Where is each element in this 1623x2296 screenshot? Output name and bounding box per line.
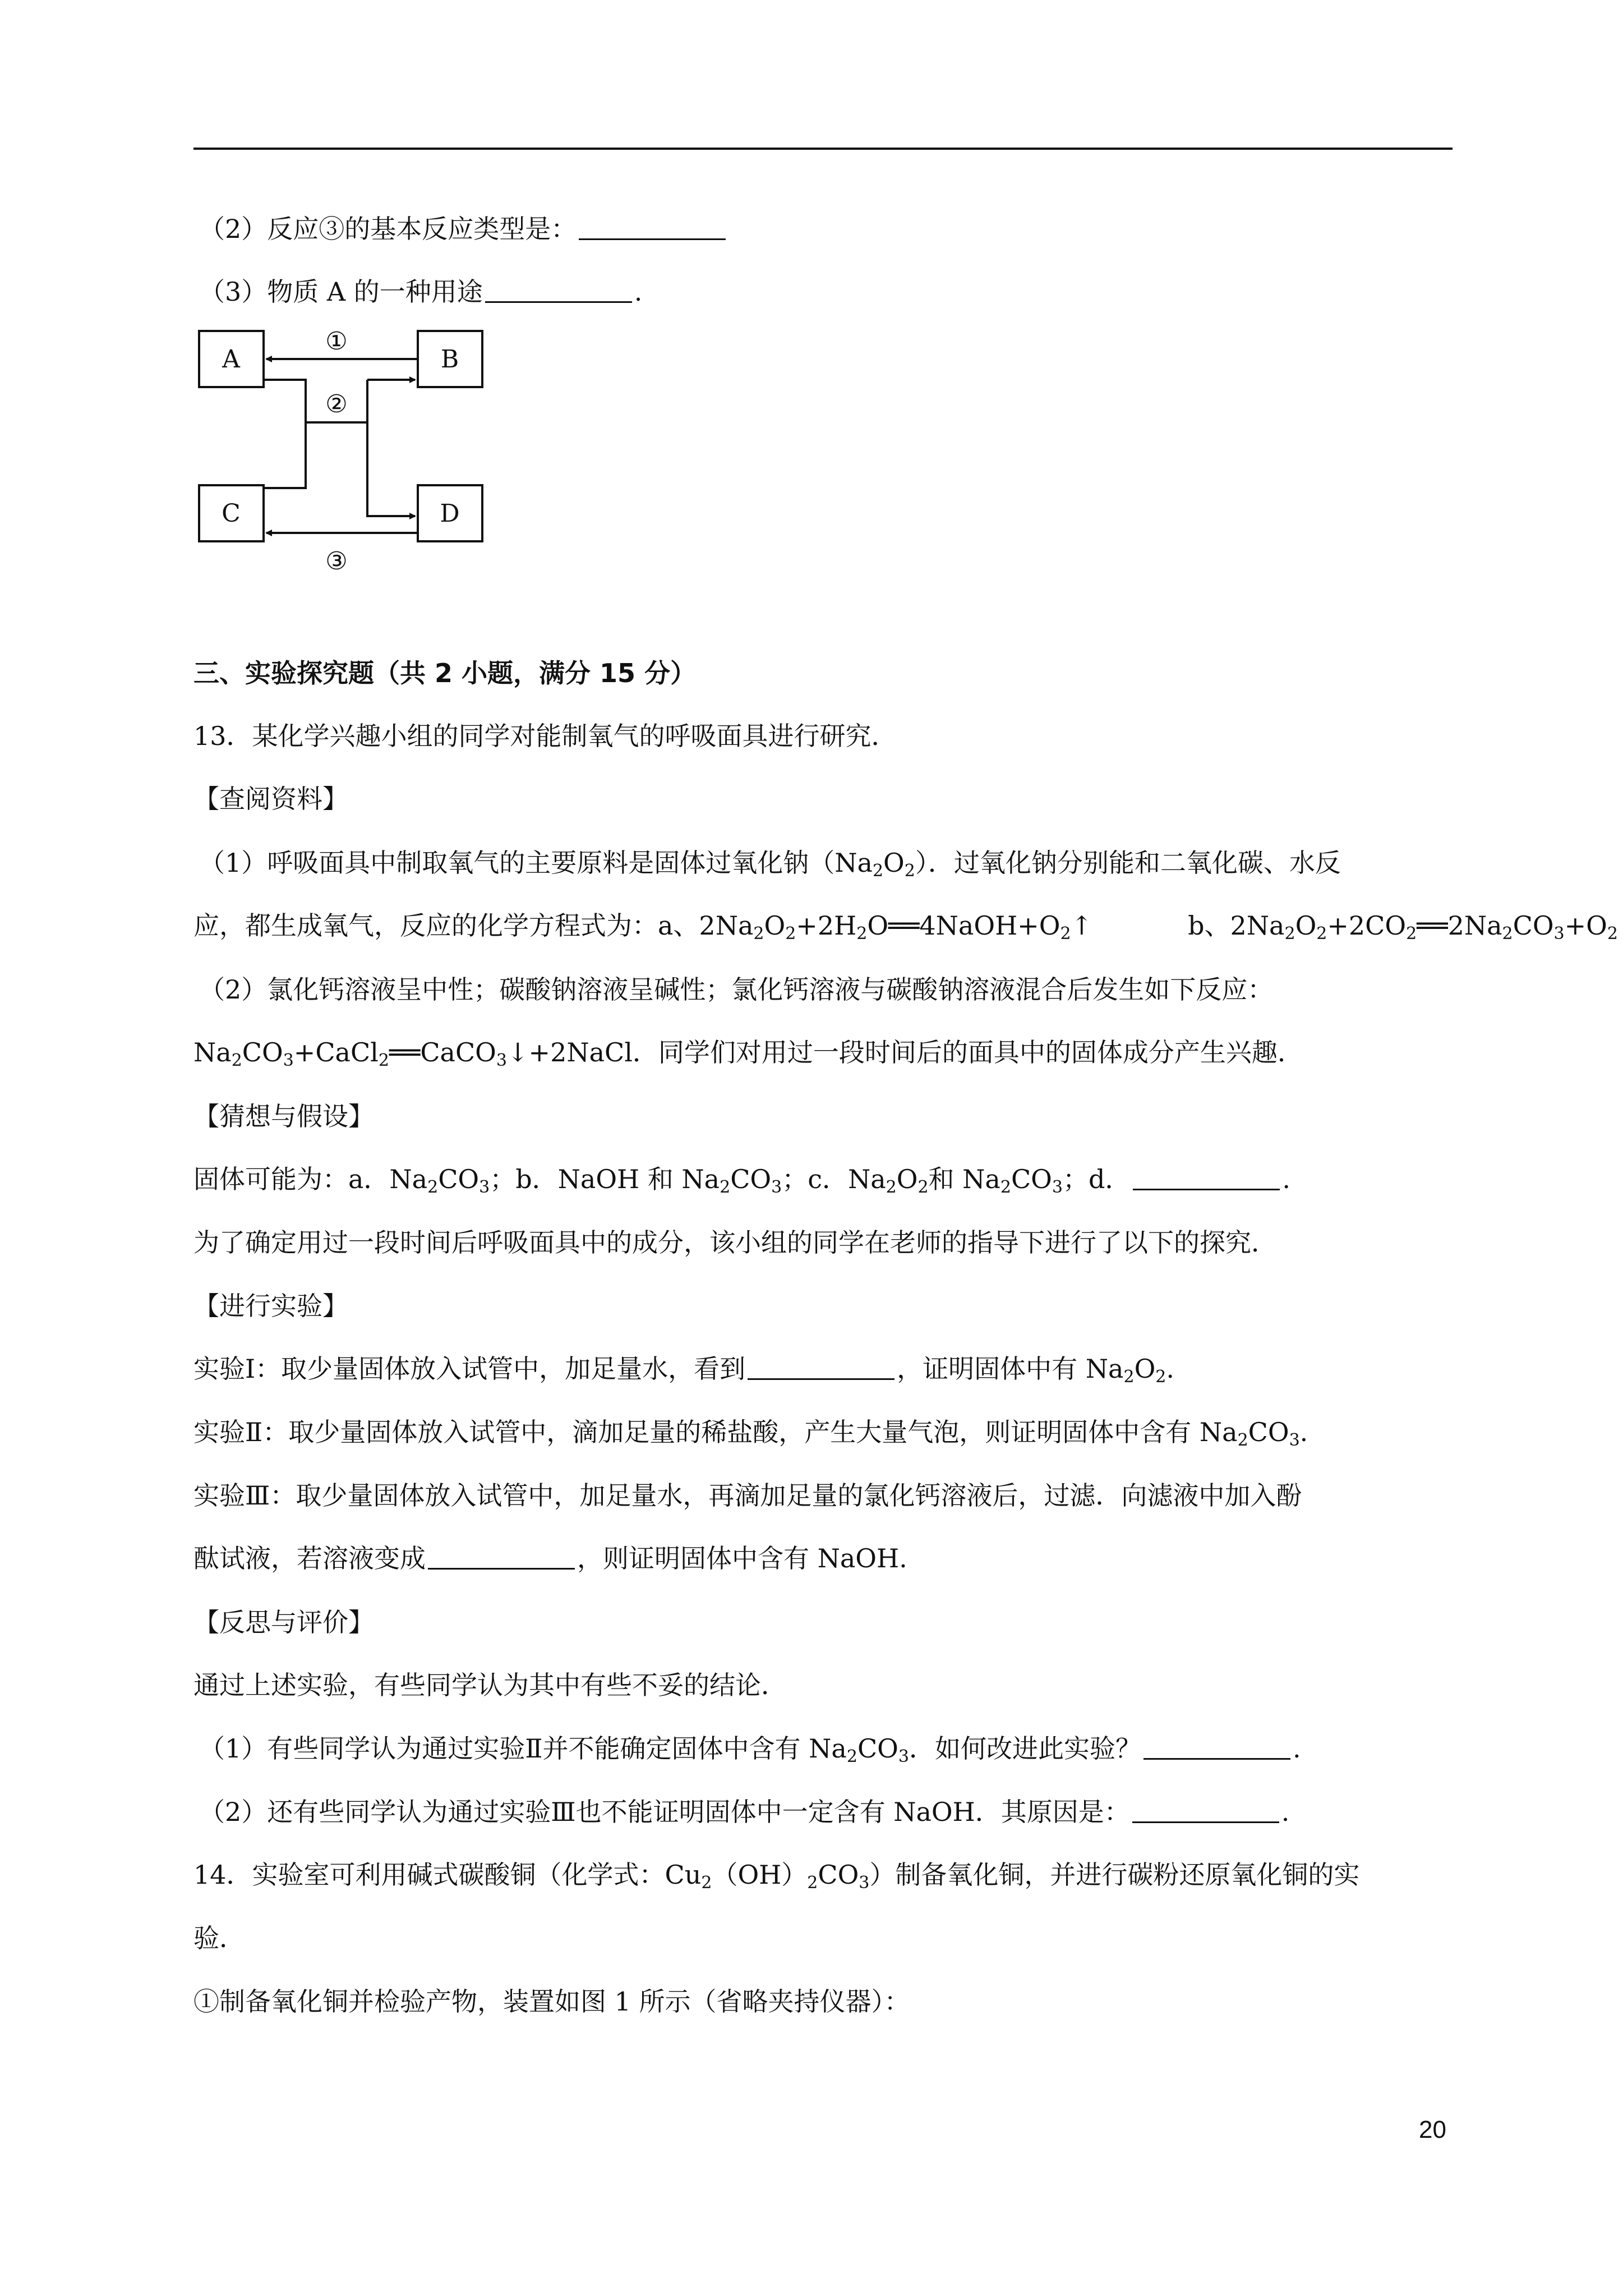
q13-data-1: （1）呼吸面具中制取氧气的主要原料是固体过氧化钠$(Na_2O_2)$．过氧化钠分别能和二氧化碳、水反	[199, 848, 1341, 881]
q14-line-2: 验．	[193, 1923, 245, 1953]
q12-part3: （3）物质 A 的一种用途 .	[199, 277, 643, 307]
q13-experiment-3-cont: 酞试液，若溶液变成 ，则证明固体中含有 NaOH.	[193, 1543, 907, 1573]
page-number: 20	[1419, 2116, 1446, 2143]
q13-heading-data: 【查阅资料】	[193, 784, 348, 814]
answer-blank[interactable]	[1132, 1798, 1279, 1823]
q13-reflection-1: （1）有些同学认为通过实验Ⅱ并不能确定固体中含有 $Na_2CO_3$．如何改进此实验？ .	[199, 1733, 1301, 1766]
label-c: C	[222, 499, 241, 528]
label-reaction-1: ①	[325, 327, 348, 356]
label-a: A	[222, 345, 240, 374]
answer-blank[interactable]	[1133, 1165, 1280, 1190]
section-heading: 三、实验探究题（共 2 小题，满分 15 分）	[193, 658, 697, 688]
q13-data-3: （2）氯化钙溶液呈中性；碳酸钠溶液呈碱性；氯化钙溶液与碳酸钠溶液混合后发生如下反应：	[199, 974, 1274, 1005]
q13-experiment-1: 实验Ⅰ：取少量固体放入试管中，加足量水，看到 ，证明固体中有 $Na_2O_2$.	[193, 1354, 1174, 1387]
q12-part2: （2）反应③的基本反应类型是：	[199, 212, 728, 246]
answer-blank[interactable]	[485, 278, 632, 303]
q13-reflection-intro: 通过上述实验，有些同学认为其中有些不妥的结论．	[193, 1670, 787, 1700]
q13-heading-experiment: 【进行实验】	[193, 1291, 348, 1321]
label-d: D	[440, 499, 460, 528]
arrow-2-d	[367, 380, 415, 516]
q13-data-4: $Na_2CO_3+CaCl_2══CaCO_3↓+2NaCl$．同学们对用过一段时间后的面具中的固体成分产生兴趣．	[193, 1037, 1303, 1070]
q13-reflection-2: （2）还有些同学认为通过实验Ⅲ也不能证明固体中一定含有 NaOH．其原因是： .	[199, 1797, 1290, 1827]
label-reaction-2: ②	[325, 390, 348, 418]
answer-blank[interactable]	[748, 1355, 895, 1380]
answer-blank[interactable]	[1144, 1734, 1290, 1760]
q13-purpose: 为了确定用过一段时间后呼吸面具中的成分，该小组的同学在老师的指导下进行了以下的探究．	[193, 1227, 1277, 1258]
header-rule	[193, 148, 1453, 150]
answer-blank[interactable]	[428, 1544, 575, 1570]
q13-heading-reflection: 【反思与评价】	[193, 1607, 374, 1637]
q14-line-1: 14．实验室可利用碱式碳酸铜（化学式：$Cu_2(OH)_2CO_3$）制备氧化铜，并进行碳粉还原氧化铜的实	[193, 1860, 1360, 1893]
q13-data-2: 应，都生成氧气，反应的化学方程式为：a、$2Na_2O_2+2H_2O══4NaOH+O_2↑$ b、$2Na_2O_2+2CO_2══2Na_2CO_3+O_2$	[193, 910, 1618, 944]
q13-hypothesis: 固体可能为：a．$Na_2CO_3$；b．NaOH 和 $Na_2CO_3$；c．$Na_2O_2$和 $Na_2CO_3$；d． .	[193, 1164, 1291, 1197]
label-b: B	[440, 345, 459, 374]
reaction-diagram	[193, 317, 496, 586]
q13-experiment-2: 实验Ⅱ：取少量固体放入试管中，滴加足量的稀盐酸，产生大量气泡，则证明固体中含有 $Na_2CO_3$.	[193, 1417, 1308, 1450]
label-reaction-3: ③	[325, 547, 348, 576]
q13-intro: 13．某化学兴趣小组的同学对能制氧气的呼吸面具进行研究．	[193, 721, 897, 751]
answer-blank[interactable]	[579, 215, 726, 240]
bracket-left	[264, 380, 306, 488]
q13-heading-hypothesis: 【猜想与假设】	[193, 1101, 374, 1131]
q14-line-3: ①制备氧化铜并检验产物，装置如图 1 所示（省略夹持仪器）：	[193, 1986, 910, 2017]
q13-experiment-3: 实验Ⅲ：取少量固体放入试管中，加足量水，再滴加足量的氯化钙溶液后，过滤．向滤液中加入酚	[193, 1480, 1302, 1511]
